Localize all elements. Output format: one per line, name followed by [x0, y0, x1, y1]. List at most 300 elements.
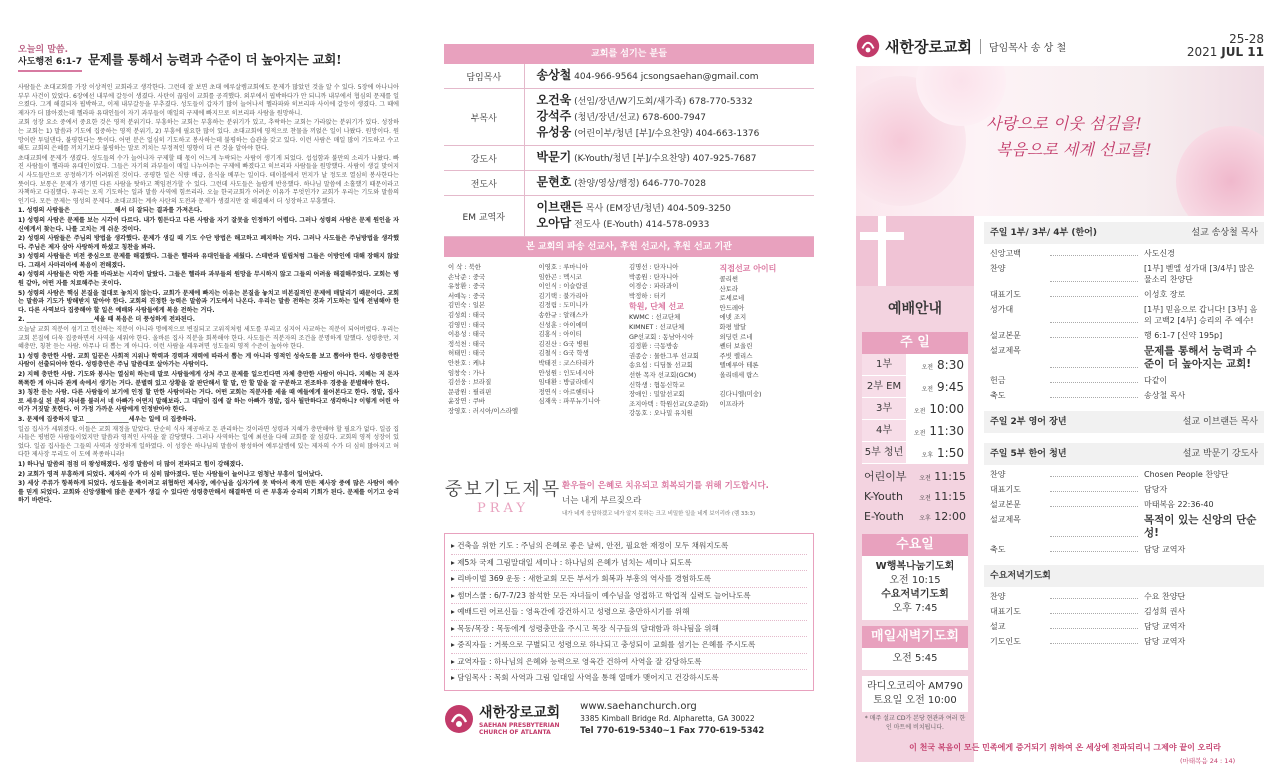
- staff-line: [537, 175, 815, 191]
- missionary-item: 김민숙 : 일본: [448, 301, 486, 310]
- missions-col-2: [539, 263, 630, 469]
- missionary-item: [720, 381, 811, 391]
- sermon-paragraph: 3) 세상 주류가 항복하게 되었다. 성도들을 죽이려고 위협하던 제사장, 예수님을 십자가에 못 박아서 죽게 만든 제사장 중에 많은 사람이 예수를 믿게 되었다. 교회와 신앙생활에 많은 문제가 생길 수 있다만 성령충만해서 해결하면 더 큰 부흥과 승리의 기회가 된다. 문제를 이기고 승리하기 바란다.: [18, 480, 399, 505]
- service-row: [862, 420, 968, 442]
- missionary-item: 김정림 : 도미니카: [538, 301, 588, 310]
- order-value: 담당 교역자: [1144, 637, 1186, 646]
- missionary-item: 심재욱 : 파푸뉴기니아: [538, 397, 601, 406]
- cover-banner: [856, 66, 1264, 216]
- service-row: [862, 376, 968, 398]
- staff-row: [444, 171, 814, 196]
- order-leader-dots: [1050, 345, 1138, 368]
- staff-info: [524, 196, 814, 237]
- staff-name: 오건욱: [536, 93, 572, 107]
- missionary-item: 안성원 : 인도네시아: [538, 368, 595, 377]
- order-2-preacher: 설교 이브랜든 목사: [1182, 417, 1258, 427]
- missionary-item: 이 삭 : 북한: [448, 263, 481, 271]
- missionary-item: 윤장연 : 쿠바: [448, 397, 486, 406]
- missionary-item: KIMNET : 선교단체: [629, 322, 685, 331]
- staff-detail: (찬양/영상/행정) 646-770-7028: [574, 179, 707, 189]
- youth-ampm: 오전: [919, 475, 931, 482]
- wed-service-1-time: 오전 10:15: [889, 575, 941, 586]
- missionary-item: KWMC : 선교단체: [629, 313, 681, 322]
- cover-church-name: 새한장로교회: [885, 37, 972, 56]
- missions-col-3: [629, 263, 720, 469]
- order-leader-dots: [1050, 591, 1138, 599]
- issue-date: JUL 11: [1221, 45, 1264, 59]
- missionary-item: 정석천 : 태국: [448, 339, 486, 348]
- missionary-item: 장영호 : 러시아/이스라엘: [448, 406, 519, 415]
- church-name-en-1: SAEHAN PRESBYTERIAN: [479, 721, 560, 729]
- order-row: [984, 300, 1264, 326]
- service-ampm: 오전: [921, 363, 934, 371]
- missionary-item: 이용성 : 태국: [448, 330, 486, 339]
- prayer-item: ▸ 예배드린 어르신들 : 영육간에 강건하시고 성령으로 충만하시기를 위해: [451, 604, 807, 621]
- staff-role: 강도사: [444, 146, 524, 171]
- worship-schedule: [856, 216, 974, 762]
- missionary-item: 김명선 : 탄자니아: [629, 263, 679, 271]
- staff-header: 교회를 섬기는 분들: [444, 44, 814, 64]
- cover-logo-icon: [856, 34, 880, 58]
- missionary-item: 박태진 : 코스타리카: [538, 358, 595, 367]
- wed-service-2-time: 오후 7:45: [892, 603, 938, 614]
- order-2-header: [984, 411, 1264, 433]
- staff-detail: 전도사 (E-Youth) 414-578-0933: [574, 220, 710, 230]
- staff-info: [524, 64, 814, 89]
- church-address-block: [580, 701, 764, 737]
- order-row: [984, 632, 1264, 647]
- service-name: 5부 청년: [862, 442, 906, 463]
- youth-time: [919, 470, 966, 486]
- sermon-paragraph: 사람들은 초대교회를 가장 이상적인 교회라고 생각한다. 그런데 잘 보면 초대 예루살렘교회에도 문제가 많았던 것을 알 수 있다. 5장에 아나니아 부부 사건이 있었다. 6장에선 내부에 갈등이 생겼다. 사탄이 끊임이 교회를 공격했다. 외부에서 핍박하다가 안 되니까 내부에서 협심의 문제를 일으켰다. 그게 해결되자 핍박하고, 이제 내부갈등을 부추겼다. 성도들이 갑자기 많이 늘어나서 헬라파와 히브리파 사이에 갈등이 생겼다. 그 때에 제자가 더 많아졌는데 헬라파 유대인들이 자기 과부들이 매일의 구제에 빠지므로 히브리파 사람을 원망하니.: [18, 84, 399, 117]
- order-1-rows: [984, 244, 1264, 401]
- order-item: 대표기도: [990, 485, 1021, 494]
- order-item: 축도: [990, 545, 1006, 554]
- staff-line: [537, 68, 815, 84]
- missionary-item: 신성훈 : 아이에미: [538, 320, 588, 329]
- missionary-item: 정연식 : 아르헨티나: [538, 387, 595, 396]
- order-item: 기도인도: [990, 637, 1021, 646]
- sermon-paragraph: 3) 칭찬 듣는 사람. 다른 사람들이 보기에 인정 할 만한 사람이라는 거다. 어떤 교회는 직분자를 세울 때 예들에게 물어본다고 한다. 정말, 집사로 세우실 된 분의 자녀를 불러서 네 아빠가 어떤지 말해보라. 그 대답이 집에 잘 하는 아빠가 정말, 집사 될만하다고 생각하니? 이렇게 어린 아이가 거짓말 못한다. 이 가정 가까운 사람에게 인정받아야 한다.: [18, 389, 399, 414]
- order-item: 신앙고백: [990, 249, 1021, 258]
- prayer-item: ▸ 중직자들 : 거룩으로 구별되고 성령으로 하나되고 충성되이 교회를 섬기는 은혜를 주시도록: [451, 637, 807, 654]
- missions-col-4: [720, 263, 811, 469]
- prayer-list: [444, 533, 814, 691]
- order-item: 헌금: [990, 376, 1006, 385]
- prayer-item: ▸ 썸머스쿨 : 6/7-7/23 참석한 모든 자녀들이 예수님을 영접하고 학업적 실력도 늘어나도록: [451, 588, 807, 605]
- issue-year: 2021: [1186, 45, 1218, 59]
- missionary-item: 유창환 : 중국: [448, 282, 486, 291]
- wed-service-1: W행복나눔기도회: [875, 561, 955, 572]
- missionary-item: 안드레아: [719, 303, 745, 312]
- sermon-paragraph: 3. 문제에 집중하지 말고 ______________세우는 일에 더 집중하라.: [18, 415, 197, 423]
- service-time: [906, 402, 968, 416]
- youth-time-value: 12:00: [934, 510, 966, 523]
- order-row: [984, 244, 1264, 259]
- cover-slogan: [986, 111, 1152, 163]
- order-row: [984, 587, 1264, 602]
- order-leader-dots: [1050, 263, 1138, 282]
- staff-line: [537, 216, 815, 232]
- service-time: [906, 380, 968, 394]
- service-name: 3부: [862, 398, 906, 419]
- church-address: 3385 Kimball Bridge Rd. Alpharetta, GA 30022: [580, 713, 755, 723]
- order-item: 설교제목: [990, 346, 1021, 355]
- prayer-item: ▸ 리바이벌 369 운동 : 새한교회 모든 부서가 회복과 부흥의 역사를 경험하도록: [451, 571, 807, 588]
- pray-logo-kor: 중보기도제목: [444, 479, 562, 500]
- youth-ampm: 오전: [919, 495, 931, 502]
- sermon-paragraph: 1) 성령 충만한 사람. 교회 일꾼은 사회적 지위나 학력과 경력과 재력에 따라서 뽑는 게 아니라 영적인 성숙도를 보고 뽑아야 한다. 성령충만한 사람이 선출되어야 한다. 성령충만은 주님 말씀대로 살아가는 사람이다.: [18, 352, 399, 369]
- missionary-item: 에넷 조지: [719, 313, 747, 322]
- order-item: 찬양: [990, 592, 1006, 601]
- service-row: [862, 442, 968, 464]
- sermon-paragraph: 초대교회에 문제가 생겼다. 성도들의 수가 늘어나자 구제할 때 몫이 어느게 누락되는 사람이 생기게 되었다. 섭섭함과 불만의 소리가 나왔다. 빠진 사람들이 헬라파 유대인이었다. 그들은 자기의 과부들이 매일 나누어주는 구제에 빠졌다고 히브리파 사람들을 원망했다. 사람이 생길 맞어지시 사도들만으로 공정하기가 어려워진 것이다. 공평한 일은 식량 배급, 음식을 베푸는 일이다. 테이블에서 먼지가 날 정도로 열심히 봉사한다는 뜻이다. 보통은 문제가 생기면 다른 사람을 탓하고 책임전가할 수 있다. 그런데 사도들은 놀랍게 반응했다. 하나님 말씀에 소홀했기 때문이라고 자책하고 다짐했다. 우리는 오직 기도하는 일과 말씀 사역에 힘쓰리라. 오늘 한국교회가 어려운 이유가 무엇인가? 교회가 우리는 기도와 말씀의 인기다. 모든 문제는 영성의 문제다. 초대교회는 계속 사탄의 도전과 문제가 생겼지만 잘 해결해서 더 성장하고 부흥했다.: [18, 154, 399, 205]
- church-phone: Tel 770-619-5340~1 Fax 770-619-5342: [580, 725, 765, 736]
- staff-line: [537, 150, 815, 166]
- order-row: [984, 480, 1264, 495]
- service-ampm: 오전: [913, 429, 926, 437]
- staff-detail: 목사 (EM장년/청년) 404-509-3250: [585, 204, 731, 214]
- pray-logo: [444, 475, 562, 516]
- youth-ampm: 오후: [919, 515, 931, 522]
- youth-time-value: 11:15: [934, 470, 966, 483]
- church-website[interactable]: www.saehanchurch.org: [580, 700, 697, 712]
- missionary-item: 산토라: [719, 284, 739, 293]
- missionary-item: 송요섭 : 디딤돌 선교회: [629, 361, 693, 370]
- missionary-item: 안찬호 : 케냐: [448, 358, 486, 367]
- order-item: 대표기도: [990, 607, 1021, 616]
- missionary-item: 이프라카: [719, 399, 745, 408]
- order-row: [984, 386, 1264, 401]
- service-time-value: 10:00: [929, 401, 964, 416]
- missionary-item: 선한 목자 선교회(GCM): [629, 370, 697, 379]
- missionary-item: 외딩린 르네: [719, 332, 753, 341]
- flower-decoration-right: [1176, 126, 1264, 216]
- church-logo: [444, 702, 560, 736]
- service-name: 2부 EM: [862, 376, 906, 397]
- youth-name: E-Youth: [864, 510, 904, 523]
- cover-panel: [850, 0, 1280, 768]
- service-row: [862, 398, 968, 420]
- sermon-paragraph: 2. ______________________세울 때 복음은 더 풍성하게 전파된다.: [18, 316, 195, 324]
- staff-info: [524, 146, 814, 171]
- staff-line: [537, 125, 815, 141]
- service-time: [906, 424, 968, 438]
- cross-decoration: [856, 216, 974, 286]
- order-leader-dots: [1050, 469, 1138, 477]
- cover-header: [856, 34, 1264, 58]
- staff-detail: (어린이부/청년 [부]/수요찬양) 404-663-1376: [574, 129, 760, 139]
- service-time-value: 9:45: [937, 379, 964, 394]
- order-value: 목적이 있는 신앙의 단순성!: [1144, 514, 1257, 539]
- prayer-item: ▸ 건축을 위한 기도 : 주님의 은혜로 좋은 날씨, 안전, 필요한 재정이 모두 채워지도록: [451, 538, 807, 555]
- missionary-item: 올리데세 랍스: [719, 370, 759, 379]
- youth-row: [856, 468, 974, 488]
- radio-line-2: 토요일 오전 10:00: [873, 695, 957, 706]
- order-3-rows: [984, 465, 1264, 555]
- staff-role: 담임목사: [444, 64, 524, 89]
- missionary-item: 송한규 : 알래스카: [538, 310, 588, 319]
- staff-name: 오아담: [536, 216, 572, 230]
- order-leader-dots: [1050, 248, 1138, 256]
- youth-time-value: 11:15: [934, 490, 966, 503]
- order-value: 사도신경: [1144, 249, 1175, 258]
- missions-list: [444, 257, 814, 469]
- order-value: 담당자: [1144, 485, 1168, 494]
- order-value: 김성희 권사: [1144, 607, 1186, 616]
- staff-detail: 404-966-9564 jcsongsaehan@gmail.com: [574, 72, 759, 82]
- order-leader-dots: [1050, 621, 1138, 629]
- staff-line: [537, 93, 815, 109]
- order-row: [984, 617, 1264, 632]
- youth-time: [919, 510, 966, 526]
- order-3-header: [984, 443, 1264, 465]
- missionary-item: 김홍식 : 아이티: [538, 330, 582, 339]
- cover-body: [856, 216, 1264, 762]
- order-leader-dots: [1050, 636, 1138, 644]
- order-value: 담당 교역자: [1144, 622, 1186, 631]
- prayer-item: ▸ 목동/목장 : 목동에게 성령충만을 주시고 목장 식구들의 담대함과 하나됨을 위해: [451, 621, 807, 638]
- order-leader-dots: [1050, 514, 1138, 537]
- worship-order: [974, 216, 1264, 762]
- staff-info: [524, 89, 814, 146]
- order-4-rows: [984, 587, 1264, 647]
- sermon-paragraph: 1) 성령의 사람은 문제를 보는 시각이 다르다. 내가 힘든다고 다른 사람을 자기 잘못을 인정하기 어렵다. 그러나 성령의 사람은 문제 원인을 자신에게서 찾는다. 나를 고치는 게 쉬운 것이다.: [18, 216, 399, 233]
- missionary-item: 김기택 : 불가리아: [538, 291, 588, 300]
- youth-name: 어린이부: [864, 470, 907, 483]
- missions-col4-heading: 직접선교 아이티: [719, 264, 777, 273]
- order-item: 설교본문: [990, 500, 1021, 509]
- missionary-item: 김영민 : 태국: [448, 320, 486, 329]
- pray-line-2: 너는 내게 부르짖으라: [562, 496, 642, 506]
- missionary-item: 김선웅 : 브라질: [448, 378, 492, 387]
- church-footer: [444, 701, 814, 737]
- order-item: 설교본문: [990, 331, 1021, 340]
- missionary-item: 주빗 렐리스: [719, 351, 753, 360]
- slogan-line-2: 복음으로 세계 선교를!: [996, 140, 1152, 159]
- order-row: [984, 602, 1264, 617]
- youth-row: [856, 488, 974, 508]
- staff-role: 전도사: [444, 171, 524, 196]
- missionary-item: 김진산 : G국 병원: [538, 339, 589, 348]
- order-value: 수요 찬양단: [1144, 592, 1186, 601]
- order-3-preacher: 설교 박문기 강도사: [1182, 449, 1258, 459]
- service-row: [862, 354, 968, 376]
- staff-detail: (선임/장년/W기도회/새가족) 678-770-5332: [574, 97, 753, 107]
- sermon-paragraph: 5) 성령의 사람은 핵심 본질을 절대로 놓치지 않는다. 교회가 문제에 빠지는 이유는 본질을 놓치고 비본질적인 문제에 매달리기 때문이다. 교회는 말씀과 기도가 방해받지 말아야 한다. 교회의 진정한 능력은 말씀과 기도에서 나온다. 우리는 말씀 전하는 것과 기도하는 일에 전념해야 한다. 다른 사역보다 집중해야 할 일은 예배와 사람들에게 복음 전하는 거다.: [18, 289, 399, 314]
- order-value: 이성호 장로: [1144, 290, 1186, 299]
- staff-info: [524, 171, 814, 196]
- missionary-item: 김성희 : 태국: [448, 310, 486, 319]
- wednesday-services: [862, 556, 968, 620]
- staff-name: 문현호: [536, 175, 572, 189]
- order-leader-dots: [1050, 499, 1138, 507]
- sermon-paragraph: 오늘날 교회 직분이 섬기고 헌신하는 직분이 아니라 명예적으로 변질되고 고위직처럼 세도를 부리고 심지어 사교하는 직분이 되어버렸다. 우리는 교회 본질에 더욱 집중하면서 사역을 세워야 한다. 올바른 집사 직분을 회복해야 한다. 사도들은 직분자의 조건을 분명하게 말했다. 성령충만, 지혜충만, 칭찬 듣는 사람. 아무나 더 뽑는 게 아니다. 이런 사람을 세우려면 성도들의 영적 수준이 높아야 한다.: [18, 326, 399, 351]
- wed-service-2: 수요저녁기도회: [881, 589, 949, 600]
- staff-role: EM 교역자: [444, 196, 524, 237]
- sermon-paragraph: 1) 하나님 말씀의 점점 더 왕성해졌다. 성경 말씀이 더 많이 전파되고 힘이 강해졌다.: [18, 460, 244, 468]
- missionary-item: 임한곤 : 멕시코: [538, 272, 582, 281]
- missionary-item: 장애인 : 밀알선교회: [629, 390, 685, 399]
- prayer-header: [444, 475, 814, 531]
- order-3-title: 주일 5부 한어 청년: [990, 449, 1067, 459]
- staff-row: [444, 196, 814, 237]
- youth-time: [919, 490, 966, 506]
- missionary-item: 콜리썬: [719, 275, 739, 283]
- missionary-item: 화평 발달: [719, 322, 747, 331]
- radio-line-1: 라디오코리아 AM790: [867, 681, 963, 692]
- missionary-item: 쎈터 보울린: [719, 342, 753, 351]
- missions-col3-heading: 학원, 단체 선교: [629, 302, 684, 312]
- youth-name: K-Youth: [864, 490, 903, 503]
- service-ampm: 오전: [921, 385, 934, 393]
- order-leader-dots: [1050, 289, 1138, 297]
- order-1-title: 주일 1부/ 3부/ 4부 (한어): [990, 228, 1097, 238]
- pray-intro: [562, 475, 814, 517]
- service-time: [906, 358, 968, 372]
- footer-verse-ref: (마태복음 24 : 14): [1180, 757, 1236, 765]
- prayer-item: ▸ 교역자들 : 하나님의 은혜와 능력으로 영육간 건하여 사역을 잘 감당하도록: [451, 654, 807, 671]
- missionary-item: 김정환 : 극동방송: [629, 342, 679, 351]
- missionary-item: 손낙준 : 중국: [448, 272, 486, 281]
- order-leader-dots: [1050, 390, 1138, 398]
- sermon-reference: [18, 44, 82, 72]
- missionary-item: 임대환 : 방글라데시: [538, 378, 595, 387]
- wednesday-header: 수요일: [862, 534, 968, 556]
- sermon-paragraph: 교회 성장 요소 중에서 중요한 것은 영적 분위기다. 부흥하는 교회는 부흥하는 분위기가 있고, 추락하는 교회는 가라앉는 분위기가 있다. 성장하는 교회는 1) 말씀과 기도에 집중하는 영적 분위기, 2) 부흥에 필요한 많이 있다. 초대교회에 영적으로 찬물을 끼얹은 일이 나왔다. 원망이다. 원망이란 투덜댄다, 불평한다는 뜻이다. 어떤 분은 얼심히 기도하고 봉사하는데 불평하는 습관을 갖고 있다. 이런 사람은 매일 많이 기도하고 수고해도 교회의 은혜를 끼치기보다 불평하는 말로 끼치는 부정적인 영향이 더 큰 것을 알아야 한다.: [18, 119, 399, 153]
- order-row: [984, 259, 1264, 285]
- missionary-item: 강동호 : 오나밀 유치원: [629, 409, 693, 418]
- order-leader-dots: [1050, 304, 1138, 323]
- church-name: 새한장로교회: [479, 704, 561, 721]
- order-value: [1부] 믿음으로 갑니다! [3부] 음의 고백2 [4부] 승리의 주 예수!: [1144, 305, 1258, 325]
- sermon-paragraph: 일곱 집사가 세워졌다. 이들은 교회 재정을 맡았다. 단순히 식사 제공하고 돈 관리하는 것이라면 성령과 지혜가 충만해야 할 필요가 없다. 일곱 집사들은 평범한 사람들이었지만 말씀과 영적인 사역을 잘 감당했다. 그러나 사역하는 일에 최선을 다해 교회를 잘 섬겼다. 교회의 영적 성장이 있었다. 일곱 집사들은 그들의 사역과 성장하게 일하였다. 이 성장은 하나님의 말씀이 왕성하여 예루살렘에 있는 제자의 수가 더 심히 많아지고 허다한 제사장 무리도 이 도에 복종하니라!: [18, 425, 399, 459]
- order-4-title: 수요저녁기도회: [990, 571, 1051, 581]
- sermon-title: 문제를 통해서 능력과 수준이 더 높아지는 교회!: [88, 52, 342, 67]
- missionary-item: 로셰로네: [719, 294, 745, 303]
- staff-line: [537, 200, 815, 216]
- order-value: 다같이: [1144, 376, 1168, 385]
- order-row: [984, 540, 1264, 555]
- order-leader-dots: [1050, 606, 1138, 614]
- missionary-item: 권종승 : 물한그루 선교회: [629, 351, 699, 360]
- radio-info: [862, 676, 968, 712]
- youth-services: [856, 464, 974, 528]
- staff-row: [444, 64, 814, 89]
- pray-logo-eng: PRAY: [477, 501, 529, 516]
- missionary-item: 서예녹 : 중국: [448, 291, 486, 300]
- order-value: 송상철 목사: [1144, 391, 1186, 400]
- service-ampm: 오전: [913, 407, 926, 415]
- issue-number: 25-28: [1229, 32, 1264, 46]
- church-name-en-2: CHURCH OF ATLANTA: [479, 728, 551, 736]
- missionary-item: 조지아텍 : 학원선교(오준화): [629, 399, 709, 408]
- staff-line: [537, 109, 815, 125]
- pray-line-1: 환우들이 은혜로 치유되고 회복되기를 위해 기도합시다.: [562, 481, 769, 491]
- church-logo-icon: [444, 704, 474, 734]
- order-row: [984, 371, 1264, 386]
- order-value: 행 6:1-7 [신약 195p]: [1144, 331, 1223, 340]
- staff-name: 강석주: [536, 109, 572, 123]
- dawn-header: 매일새벽기도회: [862, 626, 968, 648]
- order-row: [984, 465, 1264, 480]
- service-time-value: 8:30: [937, 357, 964, 372]
- staff-detail: (K-Youth/청년 [부]/수요찬양) 407-925-7687: [574, 154, 757, 164]
- order-item: 축도: [990, 391, 1006, 400]
- order-leader-dots: [1050, 330, 1138, 338]
- service-time: [906, 446, 968, 460]
- order-value: Chosen People 찬양단: [1144, 470, 1229, 479]
- missionary-item: 이경승 : 파라과이: [629, 282, 679, 291]
- service-time-value: 1:50: [937, 445, 964, 460]
- order-item: 대표기도: [990, 290, 1021, 299]
- order-item: 찬양: [990, 264, 1006, 273]
- missionary-item: 이인식 : 이슬람권: [538, 282, 588, 291]
- order-item: 설교제목: [990, 515, 1021, 524]
- dawn-time: 오전 5:45: [862, 648, 968, 670]
- staff-name: 송상철: [536, 68, 572, 82]
- missionary-item: 문광원 : 필리핀: [448, 387, 492, 396]
- sermon-panel: [0, 0, 415, 768]
- order-leader-dots: [1050, 544, 1138, 552]
- order-item: 찬양: [990, 470, 1006, 479]
- order-row: [984, 510, 1264, 540]
- missions-col-1: [448, 263, 539, 469]
- order-value: [1부] 벧엘 성가대 [3/4부] 많은 물소리 찬양단: [1144, 264, 1255, 284]
- staff-name: 박문기: [536, 150, 572, 164]
- missionary-item: 임창숙 : 가나: [448, 368, 486, 377]
- sermon-paragraph: 2) 지혜 충만한 사람. 기도와 봉사는 열심히 하는데 말로 사람들에게 상처 주고 문제를 일으킨다면 자체 충만한 사람이 아니다. 지혜는 저 돈자 똑똑한 게 아니라 관계 속에서 생기는 거다. 분별력 있고 상황을 잘 판단해서 할 말, 안 할 말을 잘 구분하고 전조하우 경중을 분별해야 한다.: [18, 371, 399, 387]
- missionary-item: 김다니엘(미숭): [719, 390, 762, 399]
- cover-logo: [856, 34, 972, 58]
- order-value: 마태복음 22:36-40: [1144, 500, 1214, 509]
- cover-pastor: 담임목사 송 상 철: [980, 39, 1066, 54]
- missionary-item: 박정하 : 터키: [629, 291, 667, 300]
- sermon-header: [18, 44, 399, 72]
- schedule-title: 예배안내: [887, 301, 943, 317]
- staff-name: 이브랜든: [536, 200, 583, 214]
- order-item: 설교: [990, 622, 1006, 631]
- pray-line-3: 내가 네게 응답하겠고 네가 알지 못하는 크고 비밀한 일을 네게 보이리라 (렘 33:3): [562, 511, 756, 517]
- staff-panel: [428, 0, 820, 768]
- order-row: [984, 495, 1264, 510]
- prayer-item: ▸ 담임목사 : 목회 사역과 그림 일대일 사역을 통해 열매가 맺어지고 건강하시도록: [451, 673, 719, 682]
- sermon-paragraph: 2) 교회가 영적 부흥하게 되었다. 제자의 수가 더 심히 많아졌다. 믿는 사람들이 늘어나고 엄청난 부흥이 일어났다.: [18, 470, 323, 478]
- staff-row: [444, 146, 814, 171]
- footer-verse: 이 천국 복음이 모든 민족에게 증거되기 위하여 온 세상에 전파되리니 그제야 끝이 오리라: [909, 743, 1221, 752]
- service-name: 4부: [862, 420, 906, 441]
- sermon-paragraph: 2) 성령의 사람들은 주님의 방법을 생각했다. 문제가 생길 때 기도 수단 방법은 해고하고 폐지하는 거다. 그러나 사도들은 주님방법을 생각했다. 주님은 제자 삼아 사랑하게 하셨고 칭찬을 봐라.: [18, 235, 399, 251]
- sermon-paragraph: 4) 성령의 사람들은 악한 자를 바라보는 시각이 달랐다. 그들은 헬라파 과부들의 원망을 무시하지 않고 그들의 어려움 해결해주었다. 교회는 병원 같아, 어떤 자를 치료해주는 곳이다.: [18, 271, 399, 288]
- order-value: 담당 교역자: [1144, 545, 1186, 554]
- prayer-item: ▸ 제5차 국제 그림말대일 세미나 : 하나님의 은혜가 넘치는 세미나 되도록: [451, 555, 807, 572]
- missionary-item: 이영호 : 루마니아: [538, 263, 588, 271]
- staff-table: [444, 64, 814, 237]
- service-name: 1부: [862, 354, 906, 375]
- service-ampm: 오후: [921, 451, 934, 459]
- missionary-item: 텔메루아 테론: [719, 361, 759, 370]
- staff-role: 부목사: [444, 89, 524, 146]
- staff-row: [444, 89, 814, 146]
- sermon-body: [18, 84, 399, 506]
- sunday-header: 주 일: [862, 332, 968, 354]
- youth-row: [856, 508, 974, 528]
- order-4-header: [984, 565, 1264, 587]
- staff-name: 유성웅: [536, 125, 572, 139]
- order-2-title: 주일 2부 영어 장년: [990, 417, 1067, 427]
- sermon-ref-verse: 사도행전 6:1-7: [18, 56, 82, 72]
- order-value: 문제를 통해서 능력과 수준이 더 높아지는 교회!: [1144, 345, 1257, 370]
